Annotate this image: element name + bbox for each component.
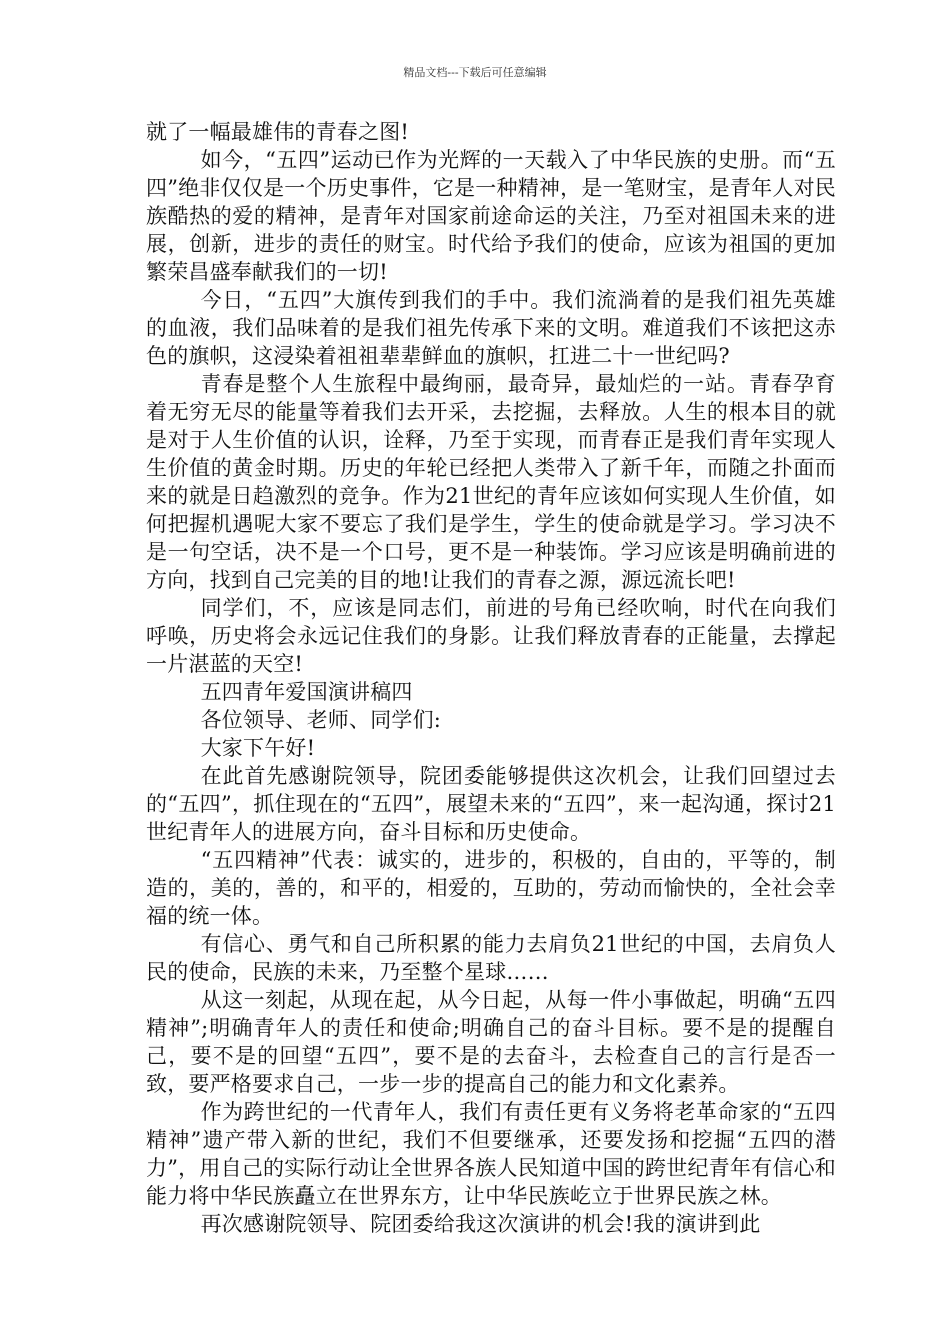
greeting: 大家下午好!	[200, 736, 316, 760]
paragraph: 今日，“五四”大旗传到我们的手中。我们流淌着的是我们祖先英雄的血液，我们品味着的是我们祖先传承下来的文明。难道我们不该把这赤色的旗帜，这浸染着祖祖辈辈鲜血的旗帜，扛进二十一世纪吗?	[146, 288, 836, 368]
paragraph: 如今，“五四”运动已作为光辉的一天载入了中华民族的史册。而“五四”绝非仅仅是一个历史事件，它是一种精神，是一笔财宝，是青年人对民族酷热的爱的精神，是青年对国家前途命运的关注，乃至对祖国未来的进展，创新，进步的责任的财宝。时代给予我们的使命，应该为祖国的更加繁荣昌盛奉献我们的一切!	[146, 148, 836, 284]
paragraph: 从这一刻起，从现在起，从今日起，从每一件小事做起，明确“五四精神”;明确青年人的责任和使命;明确自己的奋斗目标。要不是的提醒自己，要不是的回望“五四”，要不是的去奋斗，去检查自己的言行是否一致，要严格要求自己，一步一步的提高自己的能力和文化素养。	[146, 988, 836, 1096]
speech-title: 五四青年爱国演讲稿四	[200, 680, 413, 704]
paragraph: 青春是整个人生旅程中最绚丽，最奇异，最灿烂的一站。青春孕育着无穷无尽的能量等着我们去开采，去挖掘，去释放。人生的根本目的就是对于人生价值的认识，诠释，乃至于实现，而青春正是我们青年实现人生价值的黄金时期。历史的年轮已经把人类带入了新千年，而随之扑面而来的就是日趋激烈的竞争。作为21世纪的青年应该如何实现人生价值，如何把握机遇呢大家不要忘了我们是学生，学生的使命就是学习。学习决不是一句空话，决不是一个口号，更不是一种装饰。学习应该是明确前进的方向，找到自己完美的目的地!让我们的青春之源，源远流长吧!	[146, 372, 836, 592]
paragraph: “五四精神”代表：诚实的，进步的，积极的，自由的，平等的，制造的，美的，善的，和平的，相爱的，互助的，劳动而愉快的，全社会幸福的统一体。	[146, 848, 836, 928]
salutation: 各位领导、老师、同学们:	[200, 708, 442, 732]
paragraph: 有信心、勇气和自己所积累的能力去肩负21世纪的中国，去肩负人民的使命，民族的未来，乃至整个星球……	[146, 932, 836, 984]
page-header: 精品文档---下载后可任意编辑	[403, 66, 547, 79]
paragraph: 再次感谢院领导、院团委给我这次演讲的机会!我的演讲到此	[200, 1212, 761, 1236]
paragraph-continuation: 就了一幅最雄伟的青春之图!	[146, 120, 410, 144]
paragraph: 在此首先感谢院领导，院团委能够提供这次机会，让我们回望过去的“五四”，抓住现在的“五四”，展望未来的“五四”，来一起沟通，探讨21世纪青年人的进展方向，奋斗目标和历史使命。	[146, 764, 836, 844]
document-body	[146, 118, 836, 1238]
paragraph: 作为跨世纪的一代青年人，我们有责任更有义务将老革命家的“五四精神”遗产带入新的世纪，我们不但要继承，还要发扬和挖掘“五四的潜力”，用自己的实际行动让全世界各族人民知道中国的跨世纪青年有信心和能力将中华民族矗立在世界东方，让中华民族屹立于世界民族之林。	[146, 1100, 836, 1208]
paragraph: 同学们，不，应该是同志们，前进的号角已经吹响，时代在向我们呼唤，历史将会永远记住我们的身影。让我们释放青春的正能量，去撑起一片湛蓝的天空!	[146, 596, 836, 676]
